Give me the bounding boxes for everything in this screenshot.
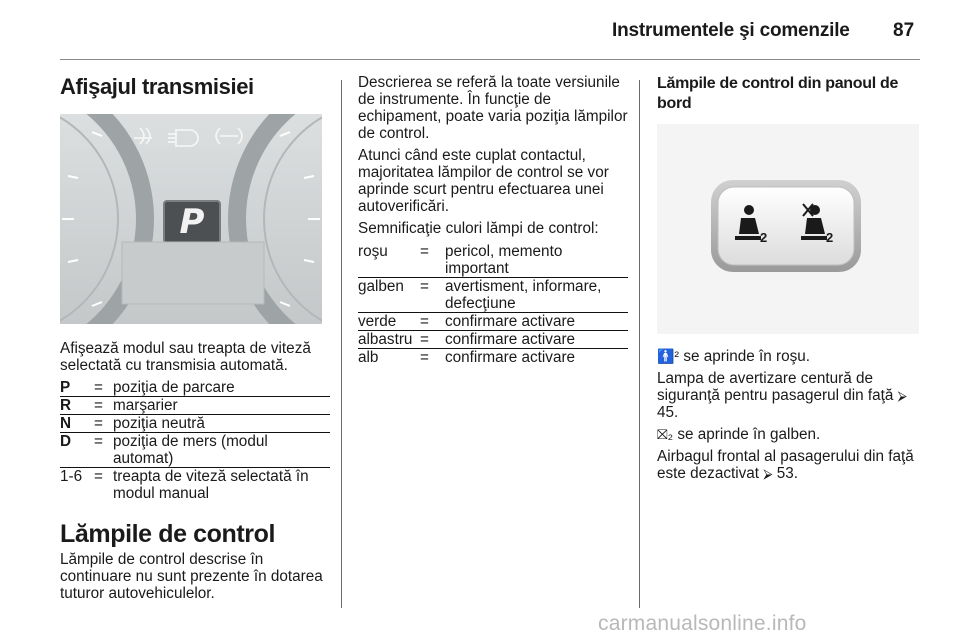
definition-desc: marşarier <box>113 397 330 415</box>
column-2 <box>358 74 628 366</box>
color-eq: = <box>420 331 445 349</box>
instrument-cluster-photo <box>60 114 322 324</box>
paragraph-colors-intro: Semnificaţie culori lămpi de control: <box>358 220 599 237</box>
color-term: roşu <box>358 243 388 260</box>
color-eq: = <box>420 349 445 367</box>
color-term: alb <box>358 349 420 367</box>
color-desc: confirmare activare <box>445 349 628 367</box>
color-desc: avertisment, informare, defecţiune <box>445 278 628 313</box>
definition-eq: = <box>94 379 103 396</box>
gear-definitions <box>60 379 330 502</box>
airbag-page-ref: 53. <box>776 465 799 482</box>
color-row <box>358 349 628 367</box>
definition-eq: = <box>94 468 113 503</box>
definition-term: R <box>60 397 94 415</box>
color-desc: pericol, memento important <box>445 243 563 277</box>
definition-row <box>60 433 330 468</box>
definition-row <box>60 468 330 503</box>
seatbelt-lamp-color-text: se aprinde în roşu. <box>683 348 811 365</box>
color-term: galben <box>358 278 420 313</box>
transmission-intro: Afişează modul sau treapta de viteză selectată cu transmisia automată. <box>60 340 311 374</box>
page-number: 87 <box>893 20 915 41</box>
airbag-lamp-description: Airbagul frontal al pasagerului din faţă este dezactivat <box>657 448 914 482</box>
definition-term: 1-6 <box>60 468 94 503</box>
paragraph-versions: Descrierea se referă la toate versiunile de instrumente. În funcţie de echipament, poate varia poziţia lămpilor de control. <box>358 74 628 142</box>
color-eq: = <box>420 313 445 331</box>
column-1 <box>60 74 330 607</box>
paragraph-selfcheck: Atunci când este cuplat contactul, majoritatea lămpilor de control se vor aprinde scurt pentru efectuarea unei autoverificări. <box>358 147 609 215</box>
definition-desc: poziţia neutră <box>113 415 330 433</box>
page-reference-arrow-icon: ⮚ <box>897 388 907 403</box>
svg-text:2: 2 <box>760 230 768 245</box>
column-divider-2 <box>639 80 640 608</box>
definition-eq: = <box>94 415 113 433</box>
gear-display-letter: P <box>179 202 205 242</box>
definition-row <box>60 397 330 415</box>
color-eq: = <box>420 243 429 260</box>
running-header: Instrumentele şi comenzile <box>612 20 850 41</box>
section-title-control-lamps: Lămpile de control <box>60 520 276 548</box>
seatbelt-symbol-icon: 🚹² <box>657 348 680 364</box>
definition-row <box>60 379 330 397</box>
dashboard-lamps-photo <box>657 124 919 334</box>
airbag-off-symbol-icon: ⛝₂ <box>657 426 674 442</box>
color-definitions <box>358 243 628 366</box>
color-row <box>358 278 628 313</box>
definition-row <box>60 415 330 433</box>
header-rule <box>60 59 920 60</box>
definition-term: D <box>60 433 94 468</box>
passenger-lamps-illustration <box>657 124 919 334</box>
definition-eq: = <box>94 433 113 468</box>
color-eq: = <box>420 278 445 313</box>
color-term: albastru <box>358 331 420 349</box>
color-term: verde <box>358 313 420 331</box>
column-3 <box>657 74 923 487</box>
definition-desc: poziţia de mers (modul automat) <box>113 433 330 468</box>
column-divider-1 <box>341 80 342 608</box>
watermark-text: carmanualsonline.info <box>598 612 807 635</box>
color-desc: confirmare activare <box>445 313 628 331</box>
color-row <box>358 331 628 349</box>
page-reference-arrow-icon: ⮚ <box>763 466 773 481</box>
airbag-lamp-color-text: se aprinde în galben. <box>677 426 821 443</box>
control-lamps-text: Lămpile de control descrise în continuare nu sunt prezente în dotarea tuturor autovehiculelor. <box>60 551 323 602</box>
definition-eq: = <box>94 397 113 415</box>
color-desc: confirmare activare <box>445 331 628 349</box>
section-title-transmission: Afişajul transmisiei <box>60 74 254 99</box>
svg-text:2: 2 <box>826 230 834 245</box>
color-row <box>358 243 628 278</box>
seatbelt-lamp-description: Lampa de avertizare centură de siguranţă pentru pasagerul din faţă <box>657 370 894 404</box>
definition-term: P <box>60 379 71 396</box>
definition-desc: poziţia de parcare <box>113 379 235 396</box>
color-row <box>358 313 628 331</box>
definition-desc: treapta de viteză selectată în modul manual <box>113 468 330 503</box>
seatbelt-page-ref: 45. <box>657 404 679 421</box>
definition-term: N <box>60 415 94 433</box>
section-title-dashboard-lamps: Lămpile de control din panoul de bord <box>657 75 899 112</box>
